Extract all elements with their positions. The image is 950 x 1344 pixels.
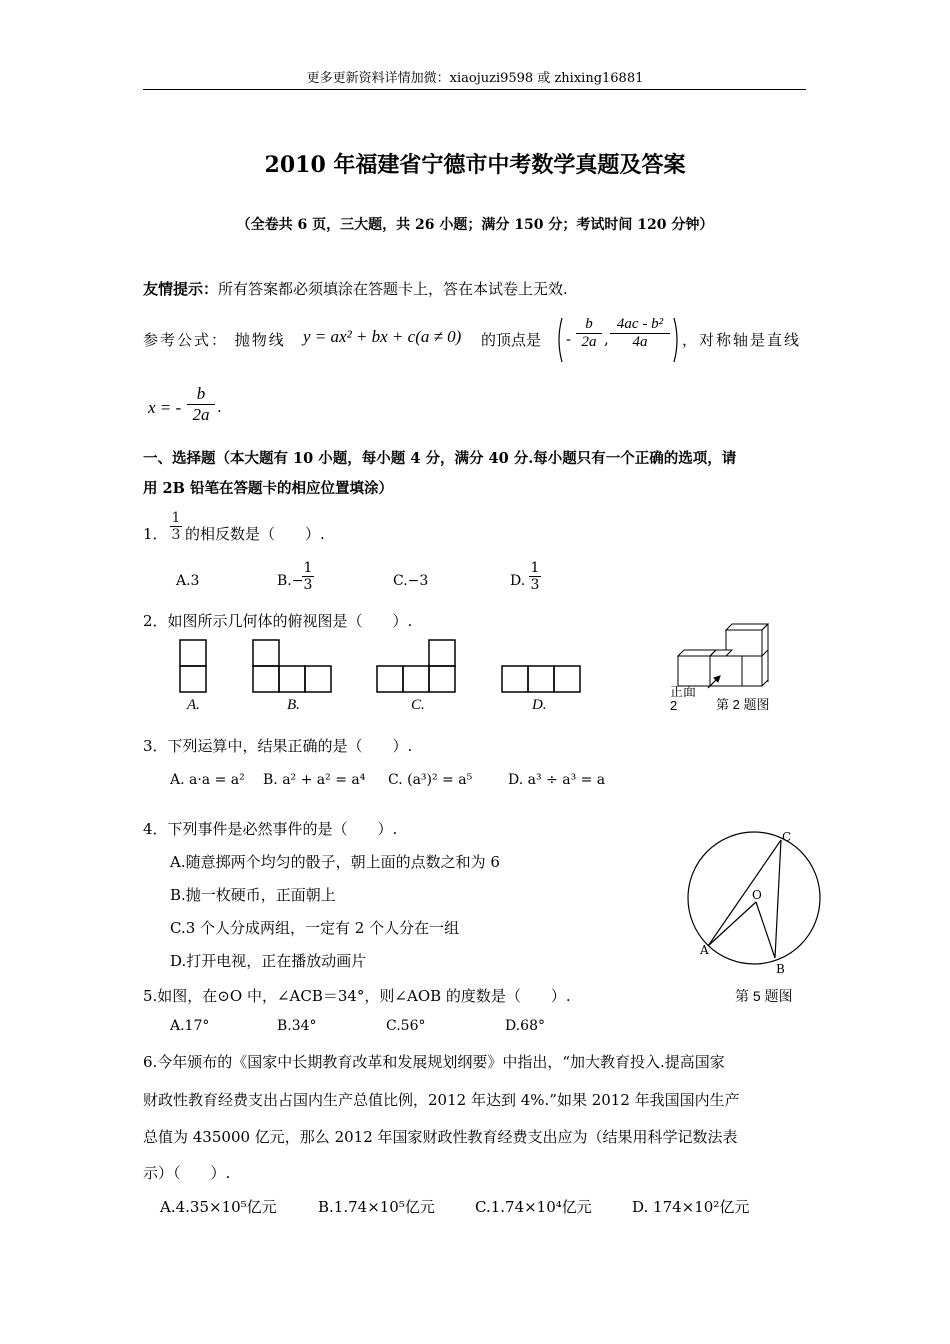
- q3-text: 3．下列运算中，结果正确的是（ ）.: [143, 737, 413, 755]
- header-rule: [143, 89, 806, 90]
- axis-eq-num: b: [187, 384, 215, 405]
- q2-label-b: B.: [287, 697, 300, 713]
- q2-c-square-3: [429, 666, 455, 692]
- q4-option-d: D.打开电视，正在播放动画片: [170, 952, 367, 970]
- q2-text: 2．如图所示几何体的俯视图是（ ）.: [143, 612, 413, 630]
- q5-option-a: A.17°: [170, 1018, 210, 1034]
- formula-axis-label: ，对称轴是直线: [682, 331, 802, 349]
- vertex-bracket-right: [672, 316, 682, 364]
- q2-b-square-1: [253, 666, 279, 692]
- q2-c-square-1: [377, 666, 403, 692]
- q6-line2: 财政性教育经费支出占国内生产总值比例，2012 年达到 4%.”如果 2012 年我国国内生产: [143, 1091, 740, 1109]
- q6-option-a: A.4.35×10⁵亿元: [160, 1198, 277, 1216]
- vertex-minus: -: [566, 330, 572, 348]
- section-heading-line2: 用 2B 铅笔在答题卡的相应位置填涂）: [143, 480, 393, 497]
- q1-d-num: 1: [530, 560, 540, 576]
- vertex-comma: ,: [604, 330, 609, 348]
- q3-option-a: A. a·a = a²: [170, 772, 245, 788]
- q1-option-a: A.3: [176, 573, 200, 589]
- q5-option-d: D.68°: [505, 1018, 545, 1034]
- axis-eq-frac: [187, 384, 215, 425]
- q3-option-c: C. (a³)² = a⁵: [388, 772, 473, 788]
- formula-intro: 参考公式： 抛物线: [143, 331, 286, 349]
- q2-c-square-top: [429, 640, 455, 666]
- q2-front-label: 正面: [670, 684, 697, 699]
- vertex-x-frac: [576, 316, 602, 351]
- formula-equation: y = ax² + bx + c(a ≠ 0): [303, 327, 462, 346]
- q4-option-a: A.随意掷两个均匀的骰子，朝上面的点数之和为 6: [170, 853, 500, 871]
- q4-text: 4．下列事件是必然事件的是（ ）.: [143, 820, 398, 838]
- q2-b-square-top: [253, 640, 279, 666]
- q6-line1: 6.今年颁布的《国家中长期教育改革和发展规划纲要》中指出，“加大教育投入.提高国家: [143, 1053, 725, 1071]
- q5-option-b: B.34°: [277, 1018, 317, 1034]
- q1-b-den: 3: [303, 577, 313, 593]
- q2-option-figures: [170, 636, 590, 716]
- q2-d-square-1: [502, 666, 528, 692]
- q6-option-b: B.1.74×10⁵亿元: [318, 1198, 435, 1216]
- vertex-x-num: b: [576, 316, 602, 334]
- q5-circle-figure: [690, 828, 830, 978]
- q1-option-c: C.−3: [393, 573, 429, 589]
- q3-option-b: B. a² + a² = a⁴: [263, 772, 366, 788]
- q5-label-c: C: [782, 830, 792, 844]
- q2-label-c: C.: [411, 697, 425, 713]
- q5-figure-caption: 第 5 题图: [735, 988, 793, 1004]
- q2-c-square-2: [403, 666, 429, 692]
- page-title: 2010 年福建省宁德市中考数学真题及答案: [264, 152, 686, 178]
- vertex-y-frac: [610, 316, 670, 351]
- tip-text: 所有答案都必须填涂在答题卡上，答在本试卷上无效.: [218, 280, 568, 298]
- q5-chord-bc: [775, 840, 781, 958]
- q6-line4: 示）（ ）.: [143, 1164, 231, 1182]
- q2-a-square-top: [180, 640, 206, 666]
- exam-info: （全卷共 6 页，三大题，共 26 小题；满分 150 分；考试时间 120 分钟）: [236, 217, 714, 233]
- q2-b-square-2: [279, 666, 305, 692]
- q1-frac-den: 3: [171, 527, 181, 543]
- q5-radius-oa: [708, 902, 756, 946]
- q1-text: 的相反数是（ ）.: [185, 525, 325, 543]
- q5-option-c: C.56°: [386, 1018, 426, 1034]
- q5-radius-ob: [756, 902, 775, 958]
- q5-text: 5.如图，在⊙O 中，∠ACB＝34°，则∠AOB 的度数是（ ）.: [143, 987, 571, 1005]
- q2-d-square-3: [554, 666, 580, 692]
- axis-eq-den: 2a: [192, 405, 210, 424]
- q6-option-d: D. 174×10²亿元: [632, 1198, 750, 1216]
- q4-option-c: C.3 个人分成两组，一定有 2 个人分在一组: [170, 919, 460, 937]
- q5-label-o: O: [752, 888, 762, 902]
- vertex-x-den: 2a: [581, 334, 597, 350]
- axis-eq-period: .: [217, 398, 222, 416]
- q3-option-d: D. a³ ÷ a³ = a: [508, 772, 606, 788]
- vertex-bracket-left: [554, 316, 564, 364]
- tip-label: 友情提示：: [143, 280, 219, 298]
- q1-number: 1．: [143, 525, 168, 543]
- q2-d-square-2: [528, 666, 554, 692]
- q1-option-b: B.−: [277, 573, 304, 589]
- vertex-y-den: 4a: [632, 334, 648, 350]
- q5-label-b: B: [776, 962, 785, 976]
- q1-b-num: 1: [303, 560, 313, 576]
- section-heading-line1: 一、选择题（本大题有 10 小题，每小题 4 分，满分 40 分.每小题只有一个正确的选项，请: [143, 450, 737, 467]
- q1-fraction: [170, 510, 182, 543]
- q2-b-square-3: [305, 666, 331, 692]
- q1-option-d: D.: [510, 573, 526, 589]
- q5-chord-ac: [708, 840, 781, 946]
- q6-line3: 总值为 435000 亿元，那么 2012 年国家财政性教育经费支出应为（结果用科学记数法表: [143, 1128, 738, 1146]
- vertex-y-num: 4ac - b²: [610, 316, 670, 334]
- q1-frac-num: 1: [171, 510, 181, 526]
- tip-paragraph: [143, 278, 568, 299]
- q5-label-a: A: [700, 943, 709, 957]
- q6-option-c: C.1.74×10⁴亿元: [475, 1198, 592, 1216]
- q2-a-square-bottom: [180, 666, 206, 692]
- q2-figure-caption: 第 2 题图: [716, 697, 770, 712]
- formula-vertex-label: 的顶点是: [481, 331, 542, 349]
- q1-d-den: 3: [530, 577, 540, 593]
- q2-front-number: 2: [670, 698, 678, 713]
- axis-eq-left: x = -: [148, 398, 182, 417]
- q4-option-b: B.抛一枚硬币，正面朝上: [170, 886, 336, 904]
- page-header: 更多更新资料详情加微：xiaojuzi9598 或 zhixing16881: [306, 71, 644, 86]
- q2-label-a: A.: [187, 697, 200, 713]
- q1-option-b-frac: [302, 560, 314, 593]
- q1-option-d-frac: [529, 560, 541, 593]
- q2-label-d: D.: [532, 697, 547, 713]
